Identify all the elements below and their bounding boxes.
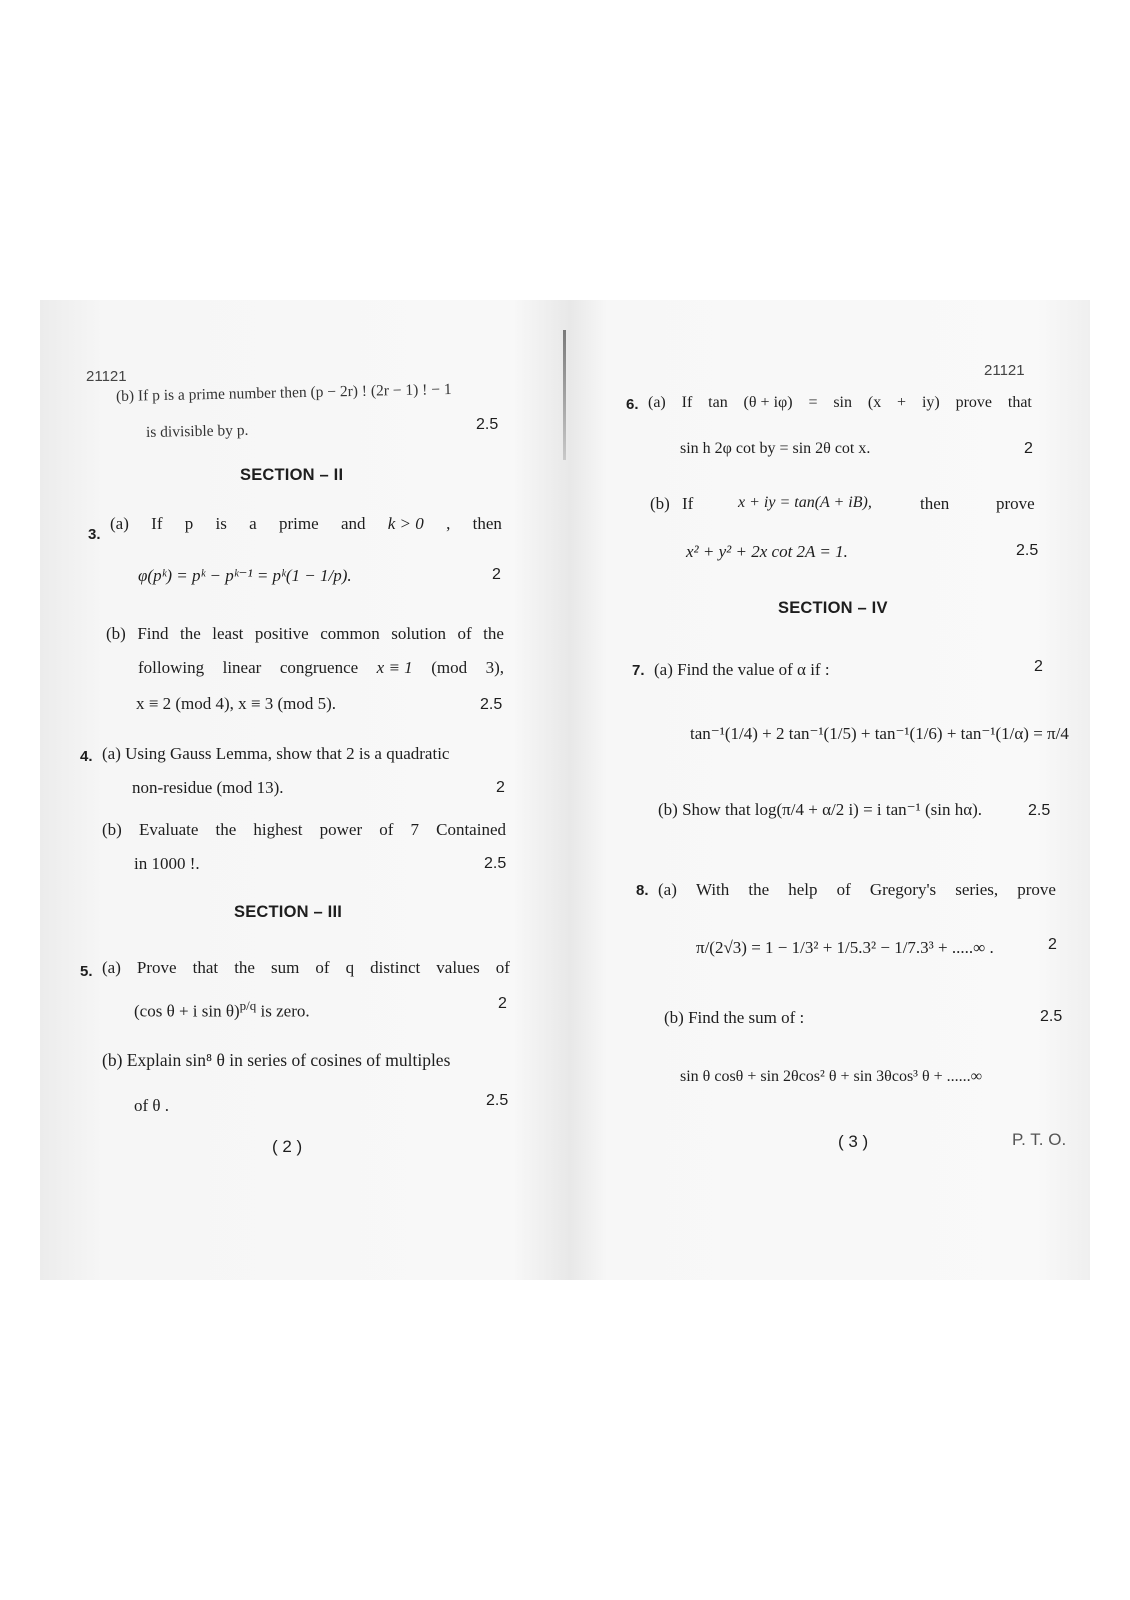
please-turn-over: P. T. O. — [1012, 1130, 1067, 1149]
q5a-exponent: p/q — [239, 998, 257, 1013]
q8a-w4: of — [836, 880, 851, 899]
page-number-right: ( 3 ) — [838, 1132, 869, 1151]
page-crease — [563, 330, 566, 460]
q8a-formula: π/(2√3) = 1 − 1/3² + 1/5.3² − 1/7.3³ + .....∞ . — [696, 938, 994, 957]
q4-number: 4. — [80, 748, 93, 765]
q6b-w4: prove — [996, 494, 1035, 513]
q3b-w2: the — [179, 624, 201, 643]
q3a-marks: 2 — [492, 566, 501, 583]
q6a-line2: sin h 2φ cot by = sin 2θ cot x. — [680, 440, 871, 457]
q3-number: 3. — [88, 526, 101, 543]
q3b-l2w1: linear — [222, 658, 262, 677]
paper-code-right: 21121 — [984, 362, 1025, 379]
q5a-w9: of — [495, 958, 510, 977]
q6a-w4: = — [808, 394, 818, 411]
q3b-line1 — [106, 624, 504, 644]
q3a-w5: prime — [279, 514, 319, 533]
q3b-w8: the — [483, 624, 504, 643]
q5a-w7: distinct — [370, 958, 421, 977]
q5a-w6: q — [345, 958, 355, 977]
q5b-line2: of θ . — [134, 1096, 170, 1115]
q8-number: 8. — [636, 882, 649, 899]
q4b-line1 — [102, 820, 506, 840]
q6a-w1: If — [681, 394, 693, 411]
q5a-end: is zero. — [256, 1001, 310, 1021]
q8a-w1: With — [695, 880, 730, 899]
q8a-w0: (a) — [658, 880, 677, 899]
q2b-line2: is divisible by p. — [145, 421, 249, 441]
q5a-w5: of — [315, 958, 330, 977]
q3b-w1: Find — [137, 624, 169, 643]
q8b-marks: 2.5 — [1040, 1008, 1063, 1025]
q7a-text: (a) Find the value of α if : — [654, 660, 830, 679]
section-iv-heading: SECTION – IV — [778, 599, 888, 617]
q3b-l2w0: following — [138, 658, 205, 677]
q5a-line1 — [102, 958, 510, 978]
q6a-w7: + — [897, 394, 907, 411]
q8a-w7: prove — [1017, 880, 1056, 899]
q4b-w7: Contained — [436, 820, 506, 839]
q5b-marks: 2.5 — [486, 1092, 509, 1109]
q6-number: 6. — [626, 396, 639, 413]
q7a-formula: tan⁻¹(1/4) + 2 tan⁻¹(1/5) + tan⁻¹(1/6) + tan⁻¹(1/α) = π/4 — [690, 724, 1069, 743]
q4b-w2: the — [215, 820, 237, 839]
q4b-w6: 7 — [410, 820, 419, 839]
q4b-w5: of — [379, 820, 394, 839]
q6a-w10: that — [1007, 394, 1032, 411]
section-iii-heading: SECTION – III — [234, 903, 343, 921]
q3a-w7: k > 0 — [387, 514, 424, 533]
q4b-w4: power — [319, 820, 363, 839]
q7a-marks: 2 — [1034, 658, 1043, 675]
q3a-w4: a — [249, 514, 257, 533]
q3b-w3: least — [212, 624, 244, 643]
q3b-line2 — [138, 658, 504, 678]
q5-number: 5. — [80, 963, 93, 980]
paper-code-left: 21121 — [86, 368, 127, 385]
q8a-w3: help — [788, 880, 818, 899]
q6a-marks: 2 — [1024, 440, 1033, 457]
q5a-w0: (a) — [102, 958, 121, 977]
q8a-line1 — [658, 880, 1056, 900]
q3b-line3: x ≡ 2 (mod 4), x ≡ 3 (mod 5). — [136, 694, 337, 713]
q8a-marks: 2 — [1048, 936, 1057, 953]
q6b-w0: (b) — [650, 494, 670, 513]
q6b-w2: x + iy = tan(A + iB), — [738, 494, 872, 511]
q5a-line2 — [134, 998, 310, 1022]
q6a-w2: tan — [708, 394, 728, 411]
q3a-w3: is — [215, 514, 227, 533]
q3a-w0: (a) — [110, 514, 129, 533]
q5a-expr: (cos θ + i sin θ) — [134, 1001, 240, 1021]
q5a-w3: the — [234, 958, 255, 977]
q4b-marks: 2.5 — [484, 855, 507, 872]
q3b-w4: positive — [254, 624, 309, 643]
q6b-line2: x² + y² + 2x cot 2A = 1. — [686, 542, 848, 561]
q6b-marks: 2.5 — [1016, 542, 1039, 559]
q3b-w6: solution — [391, 624, 446, 643]
q4a-marks: 2 — [496, 779, 505, 796]
q3b-l2w5: 3), — [485, 658, 504, 677]
q3a-formula: φ(pᵏ) = pᵏ − pᵏ⁻¹ = pᵏ(1 − 1/p). — [138, 566, 352, 585]
q6a-w3: (θ + iφ) — [743, 394, 793, 411]
q4a-line2: non-residue (mod 13). — [132, 778, 284, 797]
q3b-w5: common — [320, 624, 380, 643]
q8a-w6: series, — [955, 880, 999, 899]
q4a-line1: (a) Using Gauss Lemma, show that 2 is a quadratic — [102, 744, 450, 763]
q5a-marks: 2 — [498, 995, 507, 1012]
q6a-w9: prove — [955, 394, 993, 411]
q2b-line1: (b) If p is a prime number then (p − 2r) ! (2r − 1) ! − 1 — [115, 380, 452, 405]
q5a-w2: that — [192, 958, 219, 977]
q6b-w1: If — [682, 494, 694, 513]
q4b-w0: (b) — [102, 820, 122, 839]
q8a-w5: Gregory's — [869, 880, 937, 899]
q7-number: 7. — [632, 662, 645, 679]
page-number-left: ( 2 ) — [272, 1137, 303, 1156]
q5a-w1: Prove — [136, 958, 177, 977]
q8b-formula: sin θ cosθ + sin 2θcos² θ + sin 3θcos³ θ + ......∞ — [680, 1068, 983, 1085]
q3a-w6: and — [340, 514, 366, 533]
q7b-marks: 2.5 — [1028, 802, 1051, 819]
q6a-line1 — [648, 394, 1032, 412]
q3a-line1 — [110, 514, 502, 534]
q3b-l2w3: x ≡ 1 — [376, 658, 413, 677]
q5a-w4: sum — [271, 958, 300, 977]
q3b-w0: (b) — [106, 624, 126, 643]
q8b-text: (b) Find the sum of : — [664, 1008, 805, 1027]
section-ii-heading: SECTION – II — [240, 466, 344, 484]
q3b-l2w2: congruence — [279, 658, 359, 677]
q6a-w5: sin — [833, 394, 852, 411]
q8a-w2: the — [748, 880, 770, 899]
q6b-w3: then — [920, 494, 950, 513]
q3a-w2: p — [184, 514, 194, 533]
q6a-w6: (x — [867, 394, 882, 411]
q4b-line2: in 1000 !. — [134, 854, 200, 873]
q5b-line1: (b) Explain sin⁸ θ in series of cosines of multiples — [102, 1050, 451, 1070]
q3a-w1: If — [151, 514, 163, 533]
q5a-w8: values — [436, 958, 480, 977]
q6a-w8: iy) — [921, 394, 940, 411]
q4b-w3: highest — [253, 820, 303, 839]
q3a-w9: then — [472, 514, 502, 533]
q3b-marks: 2.5 — [480, 696, 503, 713]
q3a-w8: , — [446, 514, 451, 533]
q2b-marks: 2.5 — [476, 416, 499, 433]
q3b-w7: of — [457, 624, 472, 643]
q6a-w0: (a) — [648, 394, 666, 411]
q7b-text: (b) Show that log(π/4 + α/2 i) = i tan⁻¹ (sin hα). — [658, 800, 983, 819]
q4b-w1: Evaluate — [138, 820, 199, 839]
q3b-l2w4: (mod — [431, 658, 468, 677]
